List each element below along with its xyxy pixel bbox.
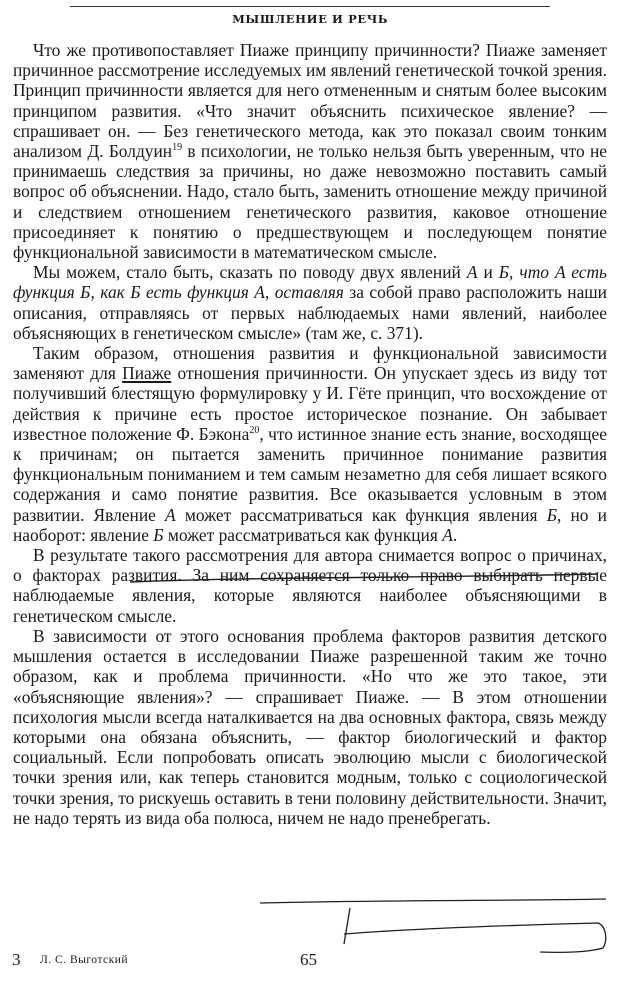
paragraph xyxy=(13,545,607,626)
body-text xyxy=(13,40,607,828)
italic-text: A xyxy=(165,504,176,525)
paragraph xyxy=(13,40,607,262)
underlined-text: Пиаже xyxy=(122,363,172,384)
text-run: отношения причинности. Он упускает здесь из виду тот получивший блестящую формулировку у И. Гёте принцип, что восхождение от действия к причине есть простое историческое познание. Он забывает известное положение Ф. Бэкона xyxy=(13,363,607,444)
italic-text: A xyxy=(442,524,453,545)
paragraph xyxy=(13,626,607,828)
text-run: Мы можем, стало быть, сказать по поводу двух явлений xyxy=(33,262,467,283)
signature-author: Л. С. Выготский xyxy=(40,954,129,966)
text-run: Таким образом, отношения развития и функциональной зависимости заменяют для xyxy=(13,343,607,384)
header-rule xyxy=(70,6,550,7)
footnote-ref: 19 xyxy=(172,142,183,154)
pen-underline-2 xyxy=(260,899,606,903)
text-run: В результате такого рассмотрения для автора снимается вопрос о причинах, о факторах развития. За ним сохраняется только право выбирать первые наблюдаемые явления, которые являются наиболее объясняющими в генетическом смысле. xyxy=(13,545,607,626)
text-run: . xyxy=(452,524,458,545)
running-title: МЫШЛЕНИЕ И РЕЧЬ xyxy=(232,12,388,26)
text-run: , что истинное знание есть знание, восходящее к причинам; он пытается заменить причинное понимание развития функциональным пониманием и тем самым незаметно для себя лишает всякого содержания и само понятие развития. Все оказывается условным в этом развитии. Явление xyxy=(13,423,607,525)
page-number: 65 xyxy=(300,950,317,969)
italic-text: A xyxy=(466,262,478,283)
text-run: Что же противопоставляет Пиаже принципу причинности? Пиаже заменяет причинное рассмотрение исследуемых им явлений генетической точкой зрения. Принцип причинности является для него отмененным и снятым более высоким принципом развития. «Что значит объяснить психическое явление? — спрашивает он. — Без генетического метода, как это показал своим тонким анализом Д. Болдуин xyxy=(13,40,607,162)
italic-text: Б xyxy=(153,524,164,545)
text-run: может рассматриваться как функция xyxy=(163,524,443,545)
text-run: может рассматриваться как функция явления xyxy=(175,504,547,525)
signature-number: 3 xyxy=(12,950,21,969)
text-run: и xyxy=(477,262,499,283)
text-run: за собой право расположить наши описания, отправляясь от первых наблюдаемых нами явлений, наиболее объясняющих в генетическом смысле» (там же, с. 371). xyxy=(13,282,607,343)
italic-text: Б xyxy=(546,504,557,525)
text-run: в психологии, не только нельзя быть уверенным, что не принимаешь следствия за причины, но даже невозможно поставить самый вопрос об объяснении. Надо, стало быть, заменить отношение между причиной и следствием отношением генетического развития, каковое отношение присоединяет к понятию о предшествующем и последующем понятие функциональной зависимости в математическом смысле. xyxy=(13,141,607,263)
running-head xyxy=(0,2,620,27)
italic-text: Б, что A есть функция Б, как Б есть функция A, оставляя xyxy=(13,262,607,303)
paragraph xyxy=(13,262,607,343)
paragraph xyxy=(13,343,607,545)
page-footer xyxy=(0,950,620,974)
text-run: В зависимости от этого основания проблема факторов развития детского мышления остается в исследовании Пиаже разрешенной таким же точно образом, как и проблема причинности. «Но что же это такое, эти «объясняющие явления»? — спрашивает Пиаже. — В этом отношении психология мысли всегда наталкивается на два основных фактора, связь между которыми она обязана объяснить, — фактор биологический и фактор социальный. Если попробовать описать эволюцию мысли с биологической точки зрения или, как теперь становится модным, только с социологической точки зрения, то рискуешь оставить в тени половину действительности. Значит, не надо терять из вида оба полюса, ничем не надо пренебрегать. xyxy=(13,625,607,828)
pen-bracket-mark xyxy=(344,908,606,952)
footnote-ref: 20 xyxy=(249,425,260,437)
text-run: , но и наоборот: явление xyxy=(13,504,607,545)
